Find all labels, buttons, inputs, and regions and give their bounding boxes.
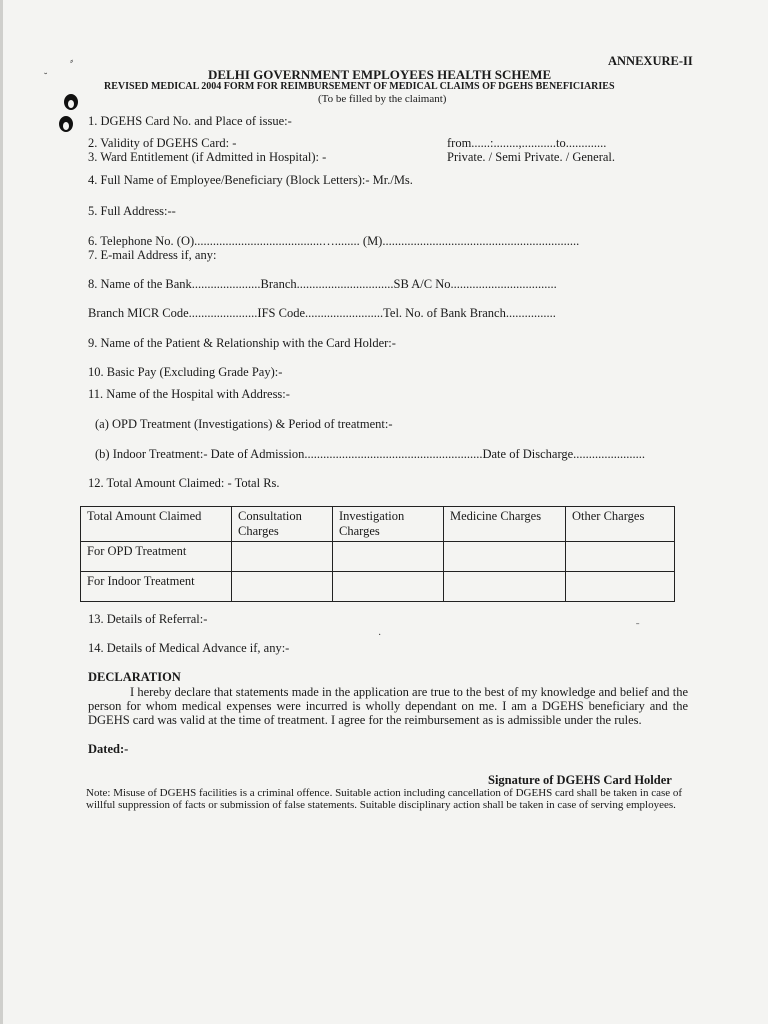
note-text: Note: Misuse of DGEHS facilities is a criminal offence. Suitable action including cancellation of DGEHS card shall be taken in case of willful suppression of facts or submission of false statements. Suitable disciplinary action shall be taken in case of serving employees. [86, 787, 683, 811]
field-email: 7. E-mail Address if, any: [88, 248, 217, 262]
scan-mark: ⸗ [70, 56, 74, 67]
page-edge [0, 0, 3, 1024]
field-referral: 13. Details of Referral:- [88, 612, 208, 626]
field-validity-dates: from......:........,...........to............. [447, 136, 607, 150]
form-instruction: (To be filled by the claimant) [318, 93, 447, 105]
table-cell [566, 542, 675, 572]
field-card-validity: 2. Validity of DGEHS Card: - [88, 136, 237, 150]
field-micr-ifs: Branch MICR Code......................IFS Code.........................Tel. No. of Bank Branch................ [88, 306, 556, 320]
field-total-claimed: 12. Total Amount Claimed: - Total Rs. [88, 476, 280, 490]
field-patient: 9. Name of the Patient & Relationship with the Card Holder:- [88, 336, 396, 350]
field-ward-options: Private. / Semi Private. / General. [447, 150, 616, 164]
field-opd-treatment: (a) OPD Treatment (Investigations) & Period of treatment:- [95, 417, 393, 431]
table-header: Consultation Charges [232, 507, 333, 542]
declaration-text: I hereby declare that statements made in the application are true to the best of my knowledge and belief and the person for whom medical expenses were incurred is wholly dependant on me. I am a DGEHS beneficiary and the DGEHS card was valid at the time of treatment. I agree for the reimbursement as is admissible under the rules. [88, 685, 688, 727]
dated-label: Dated:- [88, 742, 129, 756]
charges-table [80, 506, 675, 602]
field-bank: 8. Name of the Bank......................Branch...............................SB A/C No.................................. [88, 277, 557, 291]
field-full-address: 5. Full Address:-- [88, 204, 176, 218]
table-cell [232, 542, 333, 572]
field-telephone: 6. Telephone No. (O).........................................…........ (M)............................................................... [88, 234, 580, 248]
table-cell [333, 572, 444, 602]
table-cell [333, 542, 444, 572]
table-cell [566, 572, 675, 602]
scan-mark: ˗ [636, 618, 640, 629]
table-header-row [81, 507, 675, 542]
punch-hole-icon [59, 116, 73, 132]
form-subtitle: REVISED MEDICAL 2004 FORM FOR REIMBURSEMENT OF MEDICAL CLAIMS OF DGEHS BENEFICIARIES [104, 81, 615, 92]
field-hospital: 11. Name of the Hospital with Address:- [88, 387, 290, 401]
table-cell: For Indoor Treatment [81, 572, 232, 602]
table-header: Total Amount Claimed [81, 507, 232, 542]
table-cell [444, 572, 566, 602]
field-card-no: 1. DGEHS Card No. and Place of issue:- [88, 114, 292, 128]
signature-label: Signature of DGEHS Card Holder [488, 773, 672, 787]
table-header: Other Charges [566, 507, 675, 542]
table-row [81, 572, 675, 602]
scan-mark: ˘ [44, 72, 48, 83]
table-row [81, 542, 675, 572]
table-cell [232, 572, 333, 602]
annexure-label: ANNEXURE-II [608, 54, 693, 68]
field-full-name: 4. Full Name of Employee/Beneficiary (Block Letters):- Mr./Ms. [88, 173, 413, 187]
punch-hole-icon [64, 94, 78, 110]
field-medical-advance: 14. Details of Medical Advance if, any:- [88, 641, 290, 655]
field-indoor-treatment: (b) Indoor Treatment:- Date of Admission.........................................................Date of Discharge....................... [95, 447, 646, 461]
table-cell [444, 542, 566, 572]
field-ward-entitlement: 3. Ward Entitlement (if Admitted in Hospital): - [88, 150, 327, 164]
field-basic-pay: 10. Basic Pay (Excluding Grade Pay):- [88, 365, 283, 379]
table-header: Medicine Charges [444, 507, 566, 542]
table-header: Investigation Charges [333, 507, 444, 542]
table-cell: For OPD Treatment [81, 542, 232, 572]
scan-mark: · [378, 630, 382, 641]
declaration-heading: DECLARATION [88, 670, 181, 684]
form-title: DELHI GOVERNMENT EMPLOYEES HEALTH SCHEME [208, 67, 552, 82]
